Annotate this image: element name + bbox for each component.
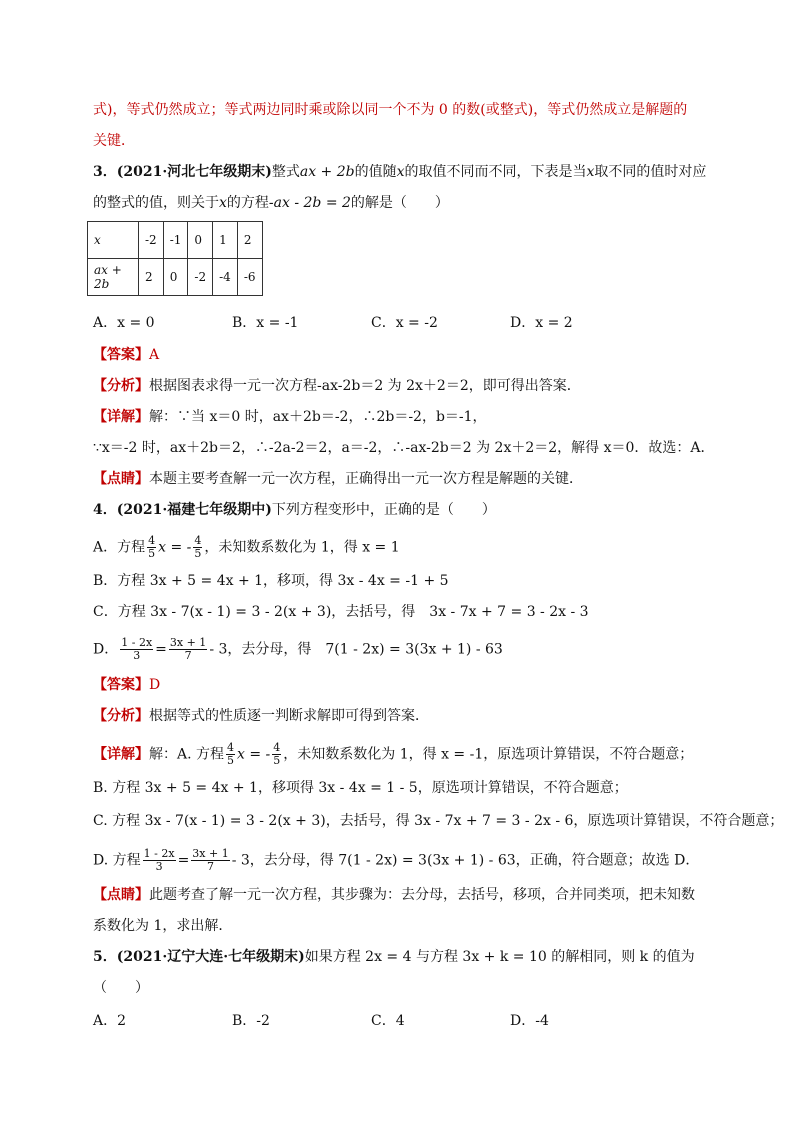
numerator: 1 - 2x [143,847,175,860]
answer-label: 【答案】 [93,347,149,363]
q5-option-c[interactable]: C．4 [371,1013,405,1029]
table-cell: x [88,222,139,259]
comment-label: 【点睛】 [93,471,149,487]
fraction [120,637,153,662]
table-row [88,222,263,259]
q4-answer [93,676,160,694]
q4-option-b[interactable]: B．方程 3x + 5 = 4x + 1，移项，得 3x - 4x = -1 + 5 [93,573,449,589]
fraction [193,535,202,560]
fraction [226,742,235,767]
comment-text: 此题考查了解一元一次方程，其步骤为：去分母，去括号，移项，合并同类项，把未知数 [149,887,695,903]
numerator: 4 [194,534,202,547]
q5-stem-line-2: （ ） [93,980,149,996]
q3-answer [93,346,159,364]
option-text: A．方程 [93,539,146,556]
detail-math: x = - [237,746,271,763]
answer-label: 【答案】 [93,677,149,693]
q3-source: (2021·河北七年级期末) [116,164,272,180]
q3-var: x [219,195,227,211]
q4-number: 4． [93,502,117,518]
q3-number: 3． [93,164,117,180]
table-row [88,259,263,296]
q3-detail-2: ∵x＝-2 时，ax＋2b＝2，∴-2a-2＝2，a＝-2，∴-ax-2b＝2 为 2x＋2＝2，解得 x＝0．故选：A． [93,440,715,456]
q4-comment-2: 系数化为 1，求出解． [93,918,233,934]
q3-stem-text: 的解是（ ） [350,195,449,211]
option-text: = [155,641,167,658]
q4-option-c[interactable]: C．方程 3x - 7(x - 1) = 3 - 2(x + 3)，去括号，得 3x - 7x + 7 = 3 - 2x - 3 [93,604,589,620]
q3-detail-1 [93,408,487,426]
detail-label: 【详解】 [93,409,149,425]
q4-analysis [93,707,429,725]
q5-option-d[interactable]: D．-4 [510,1013,549,1029]
analysis-label: 【分析】 [93,708,149,724]
table-cell: 1 [213,222,238,259]
detail-text: - 3，去分母，得 7(1 - 2x) = 3(3x + 1) - 63，正确，符合题意；故选 D． [231,852,700,869]
analysis-text: 根据图表求得一元一次方程-ax-2b＝2 为 2x＋2＝2，即可得出答案． [149,378,581,394]
q3-analysis [93,377,581,395]
q3-option-b[interactable]: B．x = -1 [232,315,299,331]
detail-text: 解：A. 方程 [149,746,225,763]
numerator: 4 [227,741,235,754]
option-text: D． [93,641,119,658]
q5-stem-line-1 [93,948,695,966]
denominator: 7 [184,649,192,662]
q3-stem-text: 的整式的值，则关于 [93,195,219,211]
q4-comment-1 [93,886,695,904]
q4-option-d[interactable] [93,637,503,662]
table-cell: 0 [188,222,213,259]
option-text: - 3，去分母，得 7(1 - 2x) = 3(3x + 1) - 63 [209,641,503,658]
denominator: 3 [133,649,141,662]
q4-detail-b: B. 方程 3x + 5 = 4x + 1，移项得 3x - 4x = 1 - 5，原选项计算错误，不符合题意； [93,780,628,796]
detail-text: 解：∵当 x＝0 时，ax＋2b＝-2，∴2b＝-2，b＝-1， [149,409,487,425]
q4-detail-d [93,848,699,873]
q3-stem-line-2 [93,194,449,212]
q3-option-a[interactable]: A．x = 0 [93,315,155,331]
numerator: 1 - 2x [121,636,153,649]
denominator: 5 [148,547,156,560]
comment-label: 【点睛】 [93,887,149,903]
q3-var: x [586,164,595,180]
option-math: x = - [158,539,192,556]
option-text: ，未知数系数化为 1，得 x = 1 [204,539,400,556]
analysis-label: 【分析】 [93,378,149,394]
q3-equation: -ax - 2b = 2 [268,195,351,211]
fraction [191,848,229,873]
table-cell: 2 [139,259,164,296]
detail-text: ，未知数系数化为 1，得 x = -1，原选项计算错误，不符合题意； [283,746,694,763]
fraction [169,637,207,662]
q5-option-a[interactable]: A．2 [93,1013,127,1029]
q4-option-a[interactable] [93,535,400,560]
detail-text: = [177,852,190,869]
q4-stem-text: 下列方程变形中，正确的是（ ） [271,502,496,518]
q3-stem-text: 的取值不同而不同，下表是当 [404,164,587,180]
q5-number: 5． [93,949,117,965]
q4-detail-c: C. 方程 3x - 7(x - 1) = 3 - 2(x + 3)，去括号，得 3x - 7x + 7 = 3 - 2x - 6，原选项计算错误，不符合题意； [93,813,784,829]
q3-stem-line-1 [93,163,706,181]
answer-value: A [149,347,160,363]
analysis-text: 根据等式的性质逐一判断求解即可得到答案． [149,708,429,724]
denominator: 3 [155,860,163,873]
q3-value-table [87,221,263,296]
table-cell: -1 [163,222,188,259]
q3-option-c[interactable]: C．x = -2 [371,315,438,331]
denominator: 5 [194,547,202,560]
q5-stem-text: 如果方程 2x = 4 与方程 3x + k = 10 的解相同，则 k 的值为 [304,949,695,965]
q4-detail-a [93,742,693,767]
table-cell: -2 [188,259,213,296]
q3-option-d[interactable]: D．x = 2 [510,315,573,331]
fraction [272,742,281,767]
q3-var: x [396,164,405,180]
numerator: 4 [148,534,156,547]
fraction [143,848,176,873]
q3-stem-text: 的值随 [354,164,397,180]
q3-comment [93,470,583,488]
q5-source: (2021·辽宁大连·七年级期末) [116,949,305,965]
comment-text: 本题主要考查解一元一次方程，正确得出一元一次方程是解题的关键． [149,471,583,487]
numerator: 3x + 1 [192,847,229,860]
denominator: 7 [207,860,214,873]
q3-stem-text: 取不同的值时对应 [594,164,707,180]
answer-value: D [149,677,161,693]
table-cell: ax + 2b [88,259,139,296]
q3-stem-text: 的方程 [226,195,269,211]
numerator: 4 [273,741,281,754]
fraction [147,535,156,560]
q4-source: (2021·福建七年级期中) [116,502,272,518]
intro-line-2: 关键． [93,133,135,149]
detail-text: D. 方程 [93,852,141,869]
table-cell: -4 [213,259,238,296]
q3-expr: ax + 2b [299,164,355,180]
denominator: 5 [227,754,235,767]
denominator: 5 [273,754,281,767]
numerator: 3x + 1 [169,636,207,649]
q3-stem-text: 整式 [271,164,300,180]
q4-stem [93,501,496,519]
table-cell: -6 [237,259,262,296]
detail-label: 【详解】 [93,746,149,763]
table-cell: 2 [237,222,262,259]
table-cell: -2 [139,222,164,259]
table-cell: 0 [163,259,188,296]
q5-option-b[interactable]: B．-2 [232,1013,270,1029]
intro-line-1: 式)，等式仍然成立；等式两边同时乘或除以同一个不为 0 的数(或整式)，等式仍然成立是解题的 [93,102,688,118]
